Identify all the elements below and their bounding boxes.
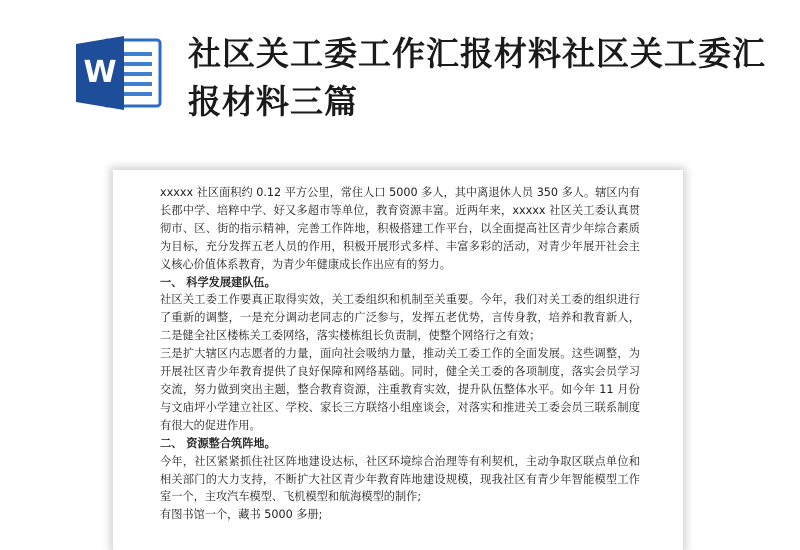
section-heading-2: 二、 资源整合筑阵地。: [160, 436, 276, 450]
document-body: [160, 184, 640, 524]
section-heading-1: 一、 科学发展建队伍。: [160, 275, 276, 289]
word-icon-letter: W: [83, 55, 117, 90]
word-icon-graphic: [72, 34, 164, 112]
paragraph: 今年，社区紧紧抓住社区阵地建设达标，社区环境综合治理等有利契机，主动争取区联点单位和相关部门的大力支持，不断扩大社区青少年教育阵地建设规模，现我社区有青少年智能模型工作室一个，主攻汽车模型、飞机模型和航海模型的制作;: [160, 454, 640, 504]
paragraph: 有图书馆一个，藏书 5000 多册;: [160, 508, 323, 522]
page-title: 社区关工委工作汇报材料社区关工委汇报材料三篇: [188, 34, 766, 121]
paragraph: 三是扩大辖区内志愿者的力量，面向社会吸纳力量，推动关工委工作的全面发展。这些调整，为开展社区青少年教育提供了良好保障和网络基础。同时，健全关工委的各项制度，落实会员学习交流，努力做到突出主题，整合教育资源，注重教育实效，提升队伍整体水平。如今年 11 月份与文庙坪小学建立社区、学校、家长三方联络小组座谈会，对落实和推进关工委会员三联系制度有很大的促进作用。: [160, 347, 640, 432]
document-header: [0, 0, 800, 150]
paragraph-intro: xxxxx 社区面积约 0.12 平方公里，常住人口 5000 多人，其中离退休人员 350 多人。辖区内有长郡中学、培粹中学、好又多超市等单位，教育资源丰富。近两年来，xxxxx 社区关工委认真贯彻市、区、街的指示精神，完善工作阵地，积极搭建工作平台，以全面提高社区青少年综合素质为目标，充分发挥五老人员的作用，积极开展形式多样、丰富多彩的活动，对青少年展开社会主义核心价值体系教育，为青少年健康成长作出应有的努力。: [160, 186, 640, 271]
paragraph: 社区关工委工作要真正取得实效，关工委组织和机制至关重要。今年，我们对关工委的组织进行了重新的调整，一是充分调动老同志的广泛参与，发挥五老优势，言传身教，培养和教育新人，二是健全社区楼栋关工委网络，落实楼栋组长负责制，使整个网络行之有效；: [160, 293, 640, 343]
word-icon: [72, 34, 164, 112]
